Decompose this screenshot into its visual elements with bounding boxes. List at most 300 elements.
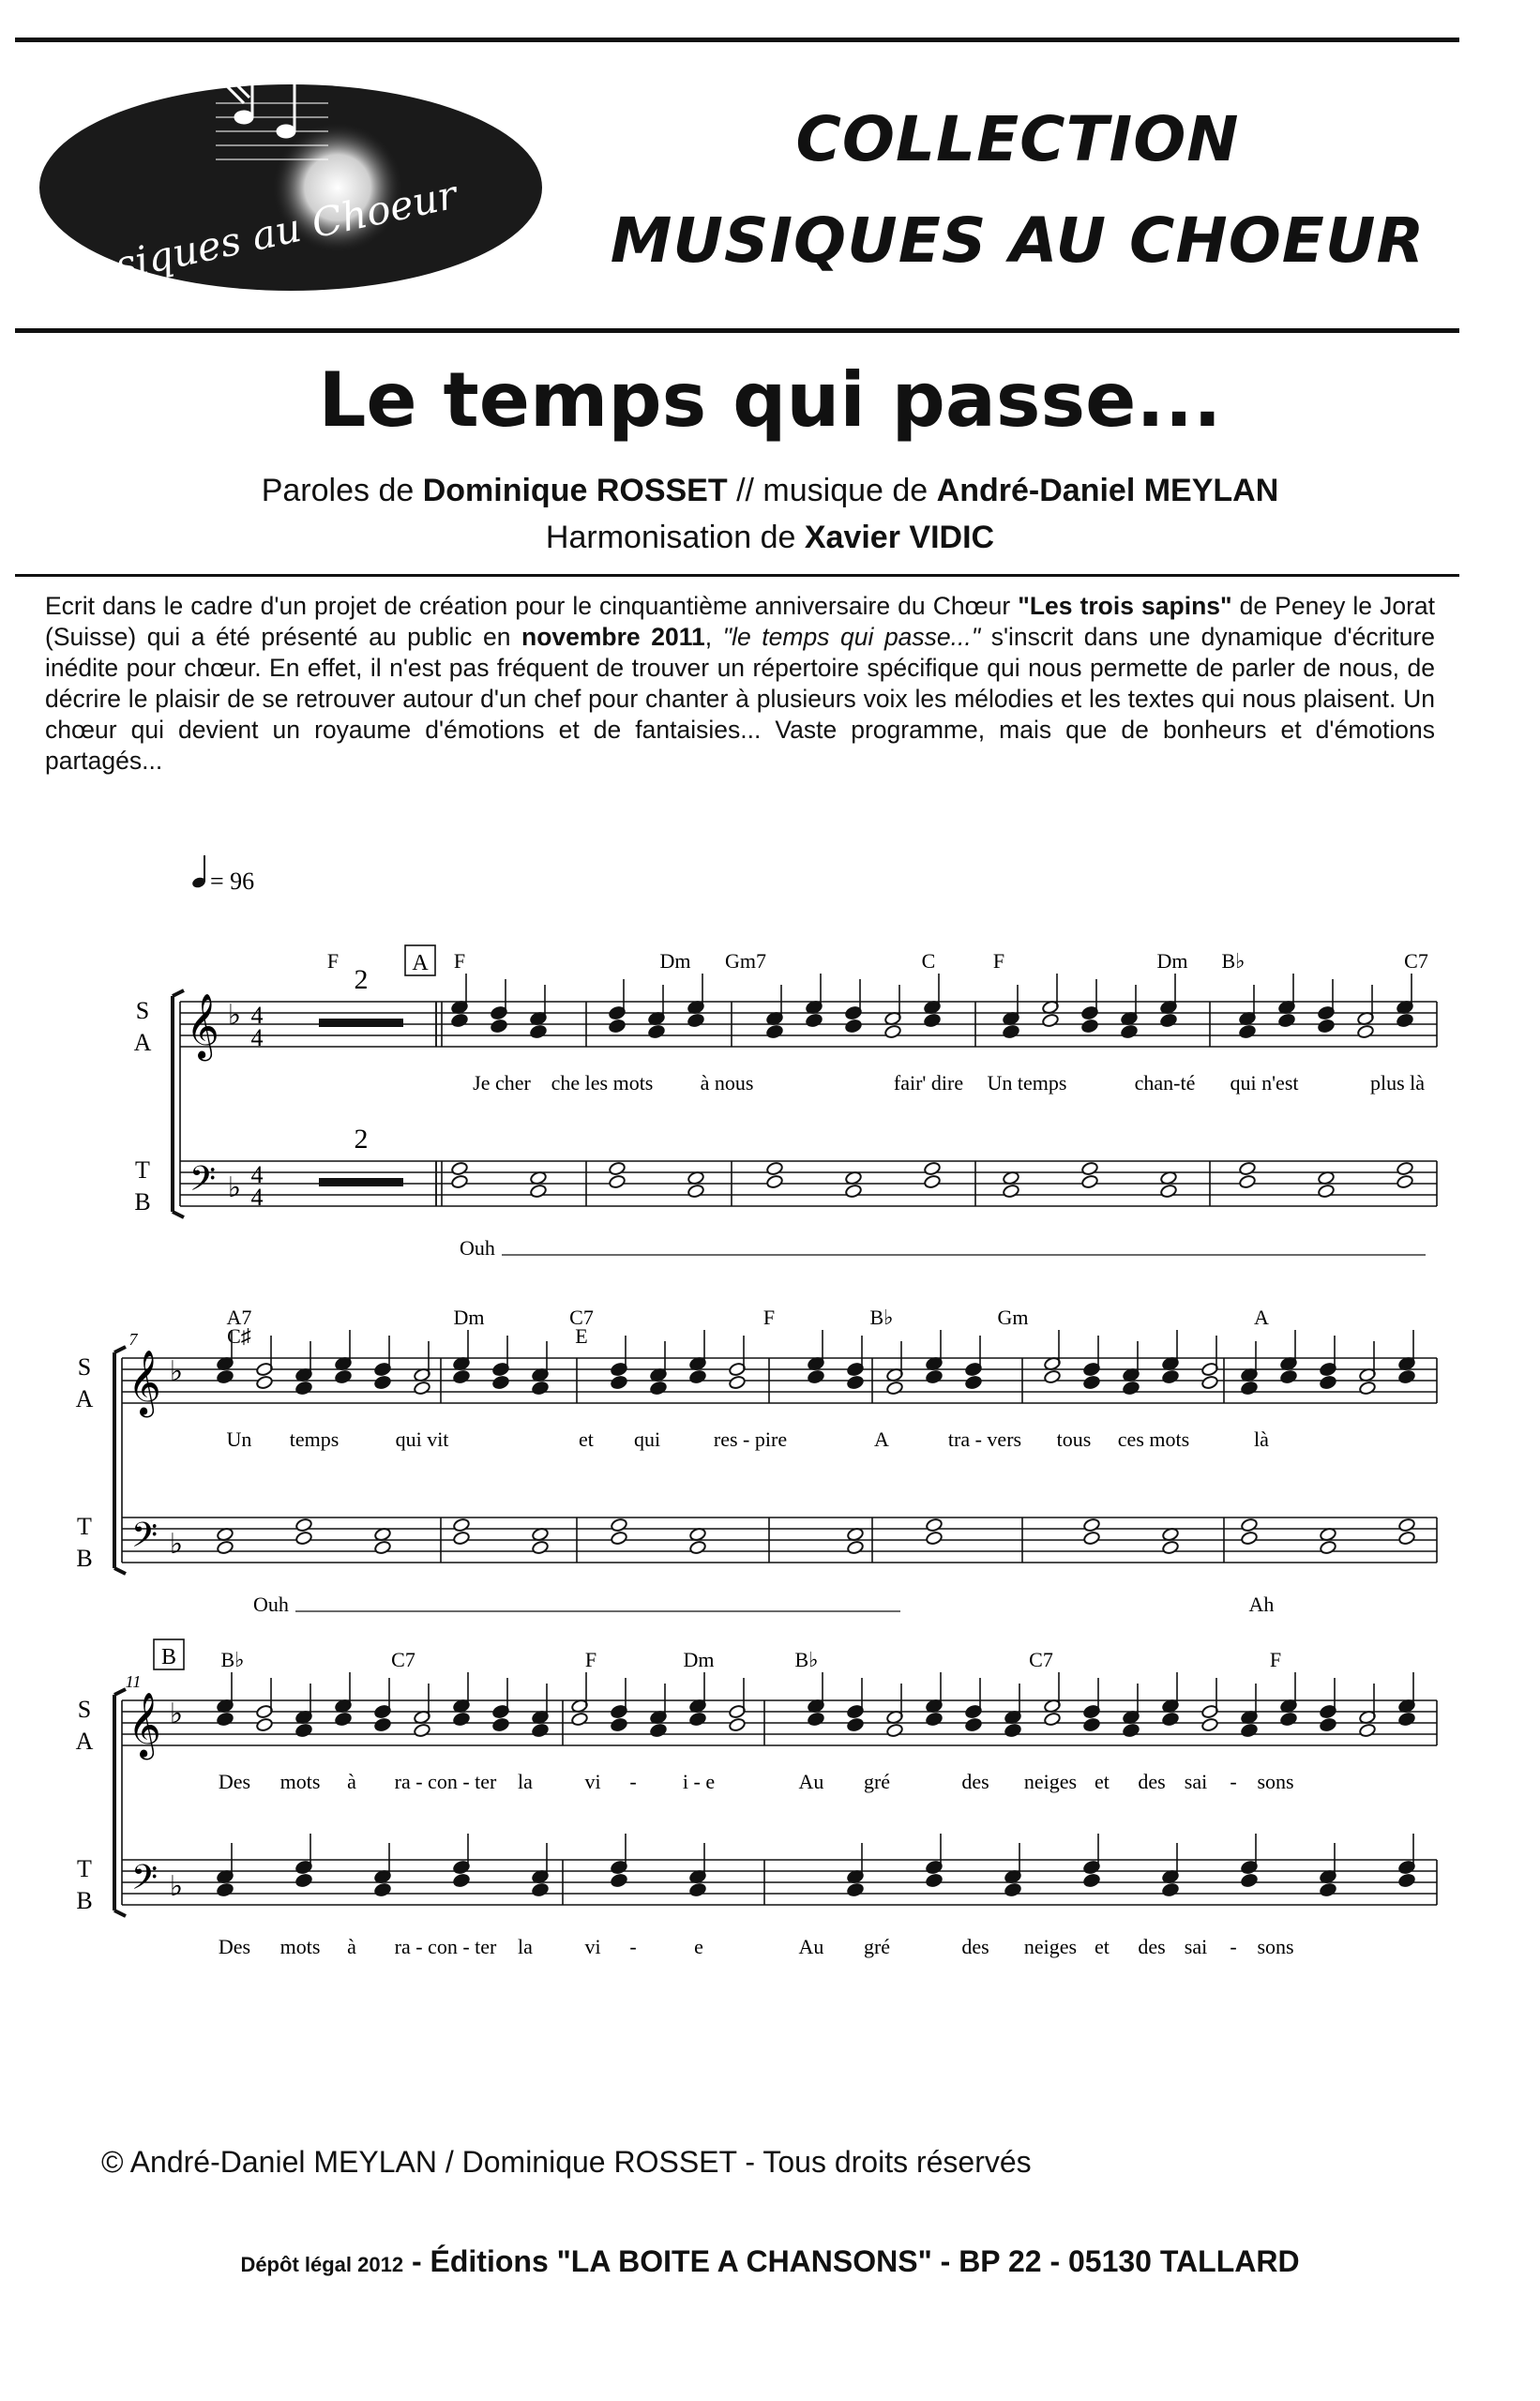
note-sa [1162, 1672, 1180, 1714]
note-tb [1162, 1882, 1180, 1897]
note-sa [453, 1712, 471, 1727]
note-tb [1003, 1184, 1020, 1199]
note-sa [295, 1341, 313, 1382]
note-tb [1083, 1531, 1101, 1546]
note-sa [374, 1678, 392, 1719]
credits-line-1 [0, 467, 1540, 514]
note-sa [1044, 1369, 1062, 1384]
lyric-tb: - [1230, 1935, 1237, 1958]
note-tb [374, 1882, 392, 1897]
note-sa [609, 979, 627, 1020]
note-sa [1123, 1723, 1140, 1738]
note-sa [1044, 1672, 1062, 1714]
lyric-sa: des [961, 1770, 989, 1793]
note-tb [453, 1873, 471, 1888]
note-tb [1239, 1174, 1257, 1189]
lyric-tb: Ouh [253, 1593, 289, 1616]
note-sa [926, 1369, 944, 1384]
note-sa [492, 1678, 510, 1719]
note-tb [611, 1834, 628, 1875]
chord-symbol: B♭ [1221, 949, 1246, 973]
note-tb [1318, 1184, 1336, 1199]
note-sa [1320, 1717, 1337, 1732]
lyric-sa: sons [1257, 1770, 1294, 1793]
lyric-tb: e [694, 1935, 703, 1958]
note-sa [650, 1684, 668, 1725]
lyric-tb: des [961, 1935, 989, 1958]
label-a: A [75, 1385, 94, 1412]
lyric-sa: Un [226, 1427, 252, 1451]
paroles-prefix: Paroles de [261, 473, 415, 508]
lyric-sa: chan-té [1134, 1071, 1196, 1095]
note-sa [532, 1684, 550, 1725]
header-rule [15, 328, 1459, 333]
note-sa [492, 1336, 510, 1377]
lyric-sa: tous [1056, 1427, 1092, 1451]
note-sa [1121, 1024, 1139, 1039]
note-sa [1044, 1712, 1062, 1727]
note-sa [1003, 985, 1020, 1026]
chord-symbol: Gm7 [725, 949, 766, 973]
chord-symbol: E [575, 1324, 588, 1348]
note-sa [1241, 1723, 1259, 1738]
chord-symbol: F [326, 949, 340, 973]
note-sa [492, 1717, 510, 1732]
bass-clef-icon: 𝄢 [189, 1160, 217, 1206]
note-tb [453, 1518, 471, 1533]
note-tb [217, 1882, 234, 1897]
multi-rest [319, 1019, 403, 1027]
intro-part-3: , [704, 623, 723, 651]
note-tb [451, 1174, 469, 1189]
note-sa [611, 1375, 628, 1390]
chord-symbol: B♭ [869, 1306, 894, 1329]
lyric-sa: res - pire [713, 1427, 788, 1451]
label-s: S [77, 1696, 92, 1723]
depot-line [0, 2244, 1540, 2279]
lyric-sa: Je cher [473, 1071, 531, 1095]
note-sa [217, 1672, 234, 1714]
note-tb [609, 1174, 627, 1189]
chord-symbol: B♭ [220, 1648, 245, 1671]
intro-paragraph [45, 591, 1435, 777]
note-sa [335, 1712, 353, 1727]
note-tb [1398, 1873, 1416, 1888]
label-b: B [134, 1188, 151, 1216]
note-sa [611, 1336, 628, 1377]
credits-rule [15, 574, 1459, 577]
note-sa [1280, 1672, 1298, 1714]
note-tb [924, 1161, 942, 1176]
lyric-sa: i - e [682, 1770, 716, 1793]
label-a: A [75, 1728, 94, 1755]
note-tb [217, 1540, 234, 1555]
note-tb [374, 1540, 392, 1555]
note-tb [532, 1843, 550, 1884]
note-tb [1398, 1834, 1416, 1875]
note-sa [687, 1013, 705, 1028]
note-tb [1083, 1873, 1101, 1888]
note-tb [1320, 1843, 1337, 1884]
chord-symbol: A [1254, 1306, 1269, 1329]
note-tb [1081, 1174, 1099, 1189]
note-sa [847, 1375, 865, 1390]
key-flat-icon: ♭ [169, 1356, 184, 1387]
chord-symbol: C7 [1029, 1648, 1053, 1671]
note-sa [1239, 985, 1257, 1026]
label-b: B [76, 1887, 93, 1914]
note-sa [1162, 1712, 1180, 1727]
staff-sa [122, 1358, 1437, 1403]
note-tb [217, 1843, 234, 1884]
intro-date: novembre 2011 [521, 623, 705, 651]
note-sa [926, 1672, 944, 1714]
note-tb [689, 1540, 707, 1555]
note-sa [1042, 974, 1060, 1015]
note-tb [1239, 1161, 1257, 1176]
note-sa [965, 1678, 983, 1719]
note-tb [609, 1161, 627, 1176]
note-sa [1398, 1672, 1416, 1714]
credits-line-2 [0, 514, 1540, 561]
note-tb [926, 1531, 944, 1546]
note-tb [611, 1518, 628, 1533]
note-sa [886, 1684, 904, 1725]
note-tb [1083, 1518, 1101, 1533]
lyric-tb: Au [798, 1935, 824, 1958]
intro-part-1: Ecrit dans le cadre d'un projet de création pour le cinquantième anniversaire du Chœur [45, 592, 1019, 620]
intro-choir-name: "Les trois sapins" [1018, 592, 1232, 620]
note-sa [884, 1024, 902, 1039]
chord-symbol: F [584, 1648, 597, 1671]
note-tb [374, 1843, 392, 1884]
note-sa [532, 1381, 550, 1396]
lyric-sa: qui vit [395, 1427, 449, 1451]
note-sa [1201, 1678, 1219, 1719]
collection-line-1: COLLECTION [795, 103, 1240, 175]
note-tb [926, 1873, 944, 1888]
lyric-tb: Ah [1248, 1593, 1275, 1616]
note-sa [689, 1330, 707, 1371]
note-sa [886, 1341, 904, 1382]
note-tb [689, 1882, 707, 1897]
note-tb [689, 1843, 707, 1884]
note-tb [1398, 1518, 1416, 1533]
note-sa [886, 1723, 904, 1738]
note-sa [806, 974, 823, 1015]
note-tb [1241, 1518, 1259, 1533]
tempo-text: = 96 [210, 868, 255, 895]
note-sa [1123, 1341, 1140, 1382]
system-1 [134, 945, 1437, 1260]
lyric-sa: Des [218, 1770, 251, 1793]
note-sa [808, 1712, 825, 1727]
chord-symbol: F [992, 949, 1005, 973]
note-sa [1280, 1369, 1298, 1384]
lyric-sa: à [347, 1770, 356, 1793]
lyric-sa: - [1230, 1770, 1237, 1793]
lyric-tb: vi [584, 1935, 601, 1958]
note-sa [689, 1712, 707, 1727]
label-t: T [77, 1513, 92, 1540]
rehearsal-mark: A [412, 951, 429, 975]
credits [0, 467, 1540, 561]
lyric-sa: fair' dire [893, 1071, 964, 1095]
note-sa [1162, 1369, 1180, 1384]
note-sa [1318, 1019, 1336, 1034]
note-sa [1239, 1024, 1257, 1039]
note-tb [1241, 1873, 1259, 1888]
note-sa [609, 1019, 627, 1034]
note-sa [648, 1024, 666, 1039]
lyric-sa: ra - con - ter [394, 1770, 497, 1793]
musique-prefix: // musique de [736, 473, 929, 508]
label-t: T [135, 1156, 150, 1184]
note-tb [1241, 1531, 1259, 1546]
lyric-sa: Au [798, 1770, 824, 1793]
note-sa [1201, 1717, 1219, 1732]
note-sa [766, 1024, 784, 1039]
note-tb [1320, 1882, 1337, 1897]
note-sa [1397, 974, 1414, 1015]
note-sa [1397, 1013, 1414, 1028]
note-tb [845, 1184, 863, 1199]
note-sa [1003, 1024, 1020, 1039]
note-tb [687, 1184, 705, 1199]
chord-symbol: B♭ [794, 1648, 819, 1671]
note-sa [1123, 1684, 1140, 1725]
depot-main: - Éditions "LA BOITE A CHANSONS" - BP 22 - 05130 TALLARD [403, 2244, 1300, 2278]
note-sa [1278, 1013, 1296, 1028]
label-s: S [135, 997, 150, 1024]
note-sa [1357, 1024, 1375, 1039]
note-sa [530, 985, 548, 1026]
rehearsal-mark: B [160, 1645, 177, 1669]
note-sa [1083, 1336, 1101, 1377]
note-sa [1278, 974, 1296, 1015]
lyric-sa: A [874, 1427, 889, 1451]
note-sa [374, 1336, 392, 1377]
note-tb [453, 1834, 471, 1875]
lyric-sa: la [518, 1770, 533, 1793]
label-a: A [133, 1029, 152, 1056]
note-sa [965, 1336, 983, 1377]
note-sa [1160, 1013, 1178, 1028]
note-tb [295, 1518, 313, 1533]
bass-clef-icon: 𝄢 [130, 1517, 159, 1563]
note-sa [492, 1375, 510, 1390]
note-sa [650, 1381, 668, 1396]
note-sa [689, 1672, 707, 1714]
note-sa [845, 1019, 863, 1034]
note-sa [1280, 1712, 1298, 1727]
note-sa [1320, 1375, 1337, 1390]
note-tb [1397, 1161, 1414, 1176]
logo-script-text: Musiques au Choeur [47, 171, 461, 303]
note-sa [295, 1723, 313, 1738]
lyric-tb: des [1138, 1935, 1166, 1958]
key-flat-icon: ♭ [227, 1172, 242, 1203]
note-tb [295, 1531, 313, 1546]
note-sa [806, 1013, 823, 1028]
collection-heading [572, 89, 1463, 292]
staff-tb [122, 1860, 1437, 1905]
note-sa [1357, 985, 1375, 1026]
tempo-marking [191, 855, 254, 895]
treble-clef-icon: 𝄞 [128, 1352, 161, 1413]
collection-line-2: MUSIQUES AU CHOEUR [610, 204, 1426, 277]
note-sa [886, 1381, 904, 1396]
measure-number: 7 [128, 1330, 138, 1349]
note-sa [650, 1341, 668, 1382]
note-tb [1162, 1843, 1180, 1884]
intro-song-italic: "le temps qui passe..." [722, 623, 981, 651]
note-sa [1398, 1330, 1416, 1371]
note-sa [965, 1375, 983, 1390]
note-sa [1201, 1375, 1219, 1390]
composer-name: André-Daniel MEYLAN [936, 473, 1279, 508]
key-flat-icon: ♭ [227, 1000, 242, 1031]
note-sa [924, 1013, 942, 1028]
note-sa [1359, 1341, 1377, 1382]
note-sa [1081, 979, 1099, 1020]
note-sa [1241, 1684, 1259, 1725]
multi-rest-count: 2 [354, 964, 369, 995]
treble-clef-icon: 𝄞 [128, 1694, 161, 1756]
note-sa [335, 1672, 353, 1714]
note-tb [1004, 1882, 1022, 1897]
note-sa [295, 1381, 313, 1396]
chord-symbol: C7 [569, 1306, 594, 1329]
lyric-tb: Ouh [460, 1236, 495, 1260]
lyric-sa: neiges [1023, 1770, 1078, 1793]
note-sa [648, 985, 666, 1026]
system-3 [76, 1639, 1437, 1958]
note-tb [766, 1161, 784, 1176]
note-tb [1241, 1834, 1259, 1875]
lyric-sa: qui [633, 1427, 661, 1451]
note-sa [1359, 1723, 1377, 1738]
note-tb [611, 1873, 628, 1888]
key-flat-icon: ♭ [169, 1699, 184, 1729]
note-tb [926, 1834, 944, 1875]
song-title: Le temps qui passe... [318, 356, 1222, 444]
note-sa [1241, 1341, 1259, 1382]
lyric-tb: neiges [1023, 1935, 1078, 1958]
lyric-tb: - [629, 1935, 637, 1958]
note-sa [1162, 1330, 1180, 1371]
key-flat-icon: ♭ [169, 1529, 184, 1560]
logo [19, 47, 544, 310]
note-sa [965, 1717, 983, 1732]
note-tb [453, 1531, 471, 1546]
note-tb [766, 1174, 784, 1189]
chord-symbol: Dm [453, 1306, 485, 1329]
note-tb [1397, 1174, 1414, 1189]
copyright-line: © André-Daniel MEYLAN / Dominique ROSSET - Tous droits réservés [101, 2145, 1032, 2179]
lyric-sa: tra - vers [947, 1427, 1022, 1451]
note-sa [491, 979, 508, 1020]
note-sa [1044, 1330, 1062, 1371]
note-sa [414, 1723, 431, 1738]
intro-part-2: de Peney le Jorat (Suisse) qui a été présenté au public en [45, 592, 1435, 651]
lyric-tb: et [1095, 1935, 1110, 1958]
note-sa [414, 1381, 431, 1396]
note-sa [491, 1019, 508, 1034]
note-sa [1320, 1678, 1337, 1719]
note-tb [1162, 1540, 1180, 1555]
lyric-tb: à [347, 1935, 356, 1958]
lyric-sa: vi [584, 1770, 601, 1793]
note-tb [1004, 1843, 1022, 1884]
note-sa [1241, 1381, 1259, 1396]
staff-tb [122, 1518, 1437, 1563]
chord-symbol: C7 [391, 1648, 415, 1671]
note-sa [335, 1369, 353, 1384]
note-sa [766, 985, 784, 1026]
note-tb [1398, 1531, 1416, 1546]
note-sa [532, 1341, 550, 1382]
note-sa [689, 1369, 707, 1384]
note-sa [217, 1712, 234, 1727]
note-tb [530, 1184, 548, 1199]
note-sa [295, 1684, 313, 1725]
note-sa [808, 1369, 825, 1384]
multi-rest [319, 1178, 403, 1186]
note-sa [256, 1717, 274, 1732]
lyric-sa: - [629, 1770, 637, 1793]
lyric-sa: mots [279, 1770, 321, 1793]
bass-clef-icon: 𝄢 [130, 1859, 159, 1905]
key-flat-icon: ♭ [169, 1871, 184, 1902]
note-sa [1201, 1336, 1219, 1377]
time-sig-bottom: 4 [250, 1184, 264, 1211]
note-sa [808, 1330, 825, 1371]
note-sa [1318, 979, 1336, 1020]
note-sa [729, 1336, 747, 1377]
note-sa [453, 1672, 471, 1714]
lyric-sa: Un temps [987, 1071, 1067, 1095]
lyric-sa: qui n'est [1230, 1071, 1299, 1095]
note-tb [924, 1174, 942, 1189]
lyric-sa: che les mots [551, 1071, 654, 1095]
note-sa [1359, 1381, 1377, 1396]
lyric-tb: la [518, 1935, 533, 1958]
note-sa [1081, 1019, 1099, 1034]
note-sa [1398, 1712, 1416, 1727]
lyric-sa: plus là [1369, 1071, 1426, 1095]
label-t: T [77, 1855, 92, 1882]
note-sa [847, 1717, 865, 1732]
chord-symbol: Dm [1156, 949, 1188, 973]
note-sa [1359, 1684, 1377, 1725]
lyric-sa: temps [289, 1427, 340, 1451]
note-sa [335, 1330, 353, 1371]
note-sa [1320, 1336, 1337, 1377]
note-tb [451, 1161, 469, 1176]
lyric-tb: sai [1184, 1935, 1208, 1958]
chord-symbol: F [762, 1306, 776, 1329]
lyric-sa: gré [863, 1770, 891, 1793]
note-sa [1160, 974, 1178, 1015]
note-tb [847, 1843, 865, 1884]
chord-symbol: A7 [226, 1306, 252, 1329]
note-sa [217, 1369, 234, 1384]
note-sa [650, 1723, 668, 1738]
note-sa [1398, 1369, 1416, 1384]
label-b: B [76, 1545, 93, 1572]
multi-rest-count: 2 [354, 1124, 369, 1155]
